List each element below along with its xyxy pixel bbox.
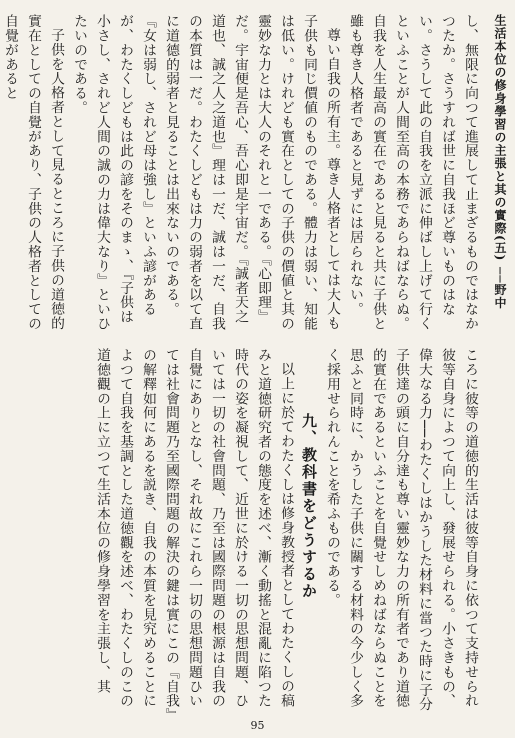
header-title: 生活本位の修身學習の主張と其の實際(五) [493, 14, 507, 262]
paragraph: 以上に於てわたくしは修身教授者としてわたくしの稿みと道徳研究者の態度を述べ、漸く動搖と混亂に陷つた時代の姿を凝視して、近世に於ける一切の思想問題、ひいては一切の社會問題、乃至は國際問題の根源は自我の自覺にありとなし、それ故にこれら一切の思想問題ひいては社會問題乃至國際問題の解決の鍵は實にこの『自我』の解釋如何にあるを説き、自我の本質を見究めることによつて自我を基調とした道徳觀を述べ、わたくしのこの道徳觀の上に立つて生活本位の修身學習を主張し、其 [94, 348, 294, 716]
running-header [489, 14, 509, 314]
paragraph: 子供を人格者として見るところに子供の道徳的實在としての自覺があり、子供の人格者としての自覺があると [2, 14, 64, 331]
paragraph: 尊い自我の所有主。尊き人格者としては大人も子供も同じ價値のものである。體力は弱い、知能は低い。けれども實在としての子供の價値と其の靈妙な力とは大人のそれと一である。『心即理』だ。宇宙便是吾心、吾心即是宇宙だ。『誠者天之道也、誠之人之道也』理は一だ、誠は一だ、自我の本質は一だ。わたくしどもは力の弱者を以て直に道德的弱者と見ることは出來ないのである。『女は弱し、されど母は強し』といふ諺があるが、わたくしどもは此の諺をそのまゝ、『子供は小さし、されど人間の誠の力は偉大なり』といひたいのである。 [71, 14, 340, 331]
section-heading: 九、教科書をどうするか [300, 413, 318, 600]
page-number: 95 [250, 719, 265, 732]
lower-text-block [41, 348, 481, 720]
paragraph: ころに彼等の道徳的生活は彼等自身に依つて支持せられ彼等自身によつて向上し、發展せられる。小さきもの、偉大なる力──わたくしはかうした材料に當つた時に子分子供達の頭に自分達も尊い靈妙な力の所有者であり道徳的實在であるといふことを自覺せしめねばならぬことを思ふと同時に、かうした子供に關する材料の今少しく多く採用せられんことを希ふものである。 [324, 348, 478, 712]
header-author: ──野中 [493, 267, 507, 310]
upper-text-block [2, 14, 481, 332]
paragraph: し、無限に向つて進展して止まざるものではなかつたか。さうすれば世に自我ほど尊いものはない。さうして此の自我を立派に伸ばし上げて行くといふことが人間至高の本務であらねばならぬ。自我を人生最高の實在であると見ると共に子供と雖も尊き人格者であると見ずには居られない。 [347, 14, 478, 331]
